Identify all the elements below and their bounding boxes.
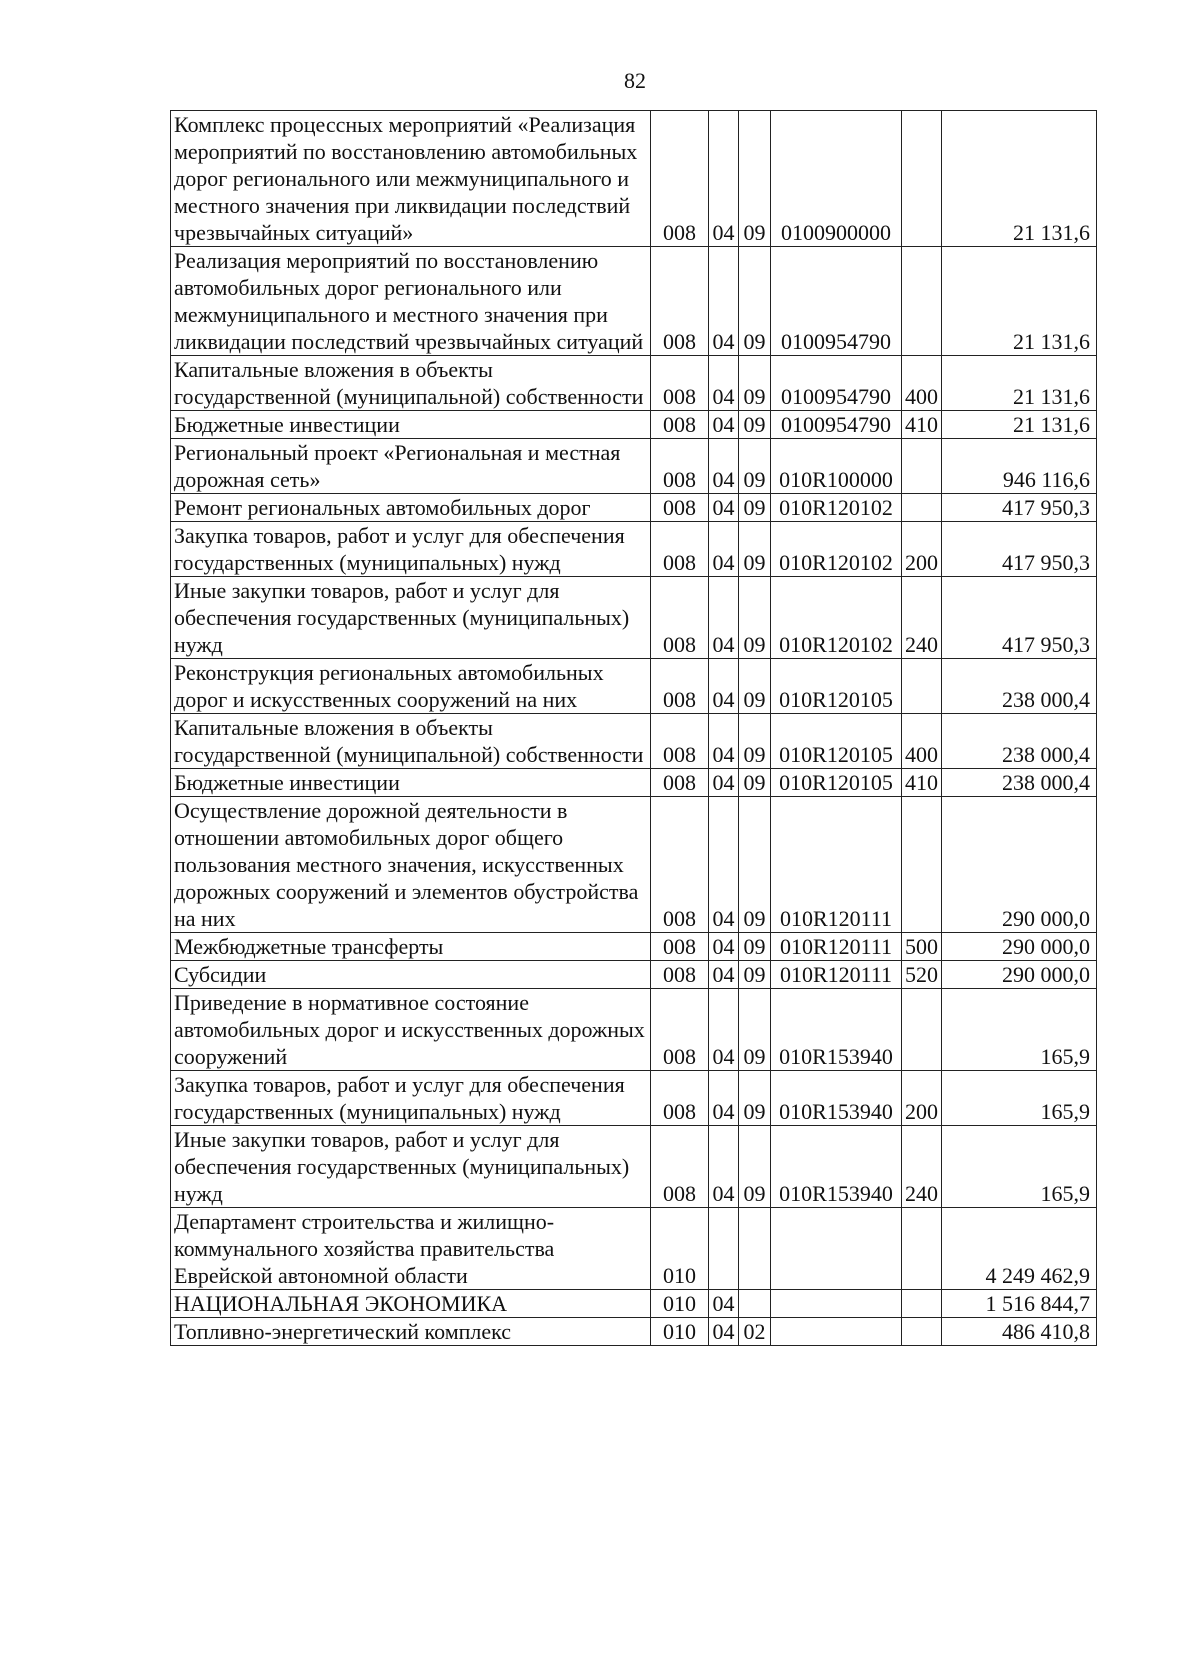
row-name: Капитальные вложения в объекты государственной (муниципальной) собственности [171,714,651,769]
table-row [171,1290,1097,1318]
row-name: Субсидии [171,961,651,989]
budget-table [170,110,1097,1346]
row-amount: 238 000,4 [942,714,1097,769]
row-expense-type-code [902,1208,942,1290]
row-expense-type-code: 240 [902,577,942,659]
row-amount: 290 000,0 [942,961,1097,989]
row-ministry-code: 008 [651,769,709,797]
row-name: НАЦИОНАЛЬНАЯ ЭКОНОМИКА [171,1290,651,1318]
row-ministry-code: 008 [651,989,709,1071]
row-section-code: 04 [709,247,739,356]
row-expense-type-code [902,797,942,933]
table-row [171,1318,1097,1346]
row-amount: 1 516 844,7 [942,1290,1097,1318]
row-ministry-code: 008 [651,411,709,439]
row-expense-type-code [902,111,942,247]
row-name: Региональный проект «Региональная и местная дорожная сеть» [171,439,651,494]
row-subsection-code: 09 [739,411,771,439]
row-target-article-code: 010R120111 [771,961,902,989]
row-section-code: 04 [709,933,739,961]
row-ministry-code: 008 [651,439,709,494]
row-subsection-code: 09 [739,714,771,769]
row-section-code: 04 [709,1318,739,1346]
row-amount: 290 000,0 [942,797,1097,933]
row-expense-type-code [902,439,942,494]
row-section-code: 04 [709,1126,739,1208]
table-row [171,577,1097,659]
row-expense-type-code: 410 [902,411,942,439]
row-name: Иные закупки товаров, работ и услуг для обеспечения государственных (муниципальных) нужд [171,577,651,659]
table-row [171,769,1097,797]
row-amount: 417 950,3 [942,494,1097,522]
row-section-code: 04 [709,989,739,1071]
row-amount: 417 950,3 [942,522,1097,577]
row-subsection-code: 09 [739,659,771,714]
row-subsection-code: 09 [739,577,771,659]
row-ministry-code: 008 [651,797,709,933]
row-ministry-code: 008 [651,111,709,247]
row-subsection-code: 09 [739,247,771,356]
row-section-code: 04 [709,411,739,439]
row-section-code: 04 [709,494,739,522]
table-row [171,1208,1097,1290]
row-ministry-code: 008 [651,247,709,356]
row-expense-type-code [902,1290,942,1318]
row-section-code: 04 [709,1071,739,1126]
row-amount: 21 131,6 [942,356,1097,411]
row-expense-type-code: 240 [902,1126,942,1208]
row-amount: 417 950,3 [942,577,1097,659]
row-section-code: 04 [709,356,739,411]
row-name: Капитальные вложения в объекты государственной (муниципальной) собственности [171,356,651,411]
row-name: Комплекс процессных мероприятий «Реализация мероприятий по восстановлению автомобильных дорог регионального или межмуниципального и местного значения при ликвидации последствий чрезвычайных ситуаций» [171,111,651,247]
row-target-article-code [771,1318,902,1346]
row-amount: 238 000,4 [942,769,1097,797]
row-ministry-code: 008 [651,1071,709,1126]
row-ministry-code: 008 [651,522,709,577]
table-row [171,494,1097,522]
table-row [171,797,1097,933]
row-section-code: 04 [709,797,739,933]
row-amount: 165,9 [942,1071,1097,1126]
row-expense-type-code [902,247,942,356]
row-ministry-code: 010 [651,1208,709,1290]
row-ministry-code: 010 [651,1290,709,1318]
table-row [171,1126,1097,1208]
row-amount: 21 131,6 [942,111,1097,247]
row-expense-type-code: 400 [902,714,942,769]
row-section-code: 04 [709,522,739,577]
row-name: Приведение в нормативное состояние автомобильных дорог и искусственных дорожных сооружений [171,989,651,1071]
row-subsection-code: 09 [739,933,771,961]
row-section-code: 04 [709,1290,739,1318]
row-name: Топливно-энергетический комплекс [171,1318,651,1346]
row-name: Межбюджетные трансферты [171,933,651,961]
row-subsection-code: 09 [739,989,771,1071]
row-target-article-code: 010R120105 [771,659,902,714]
row-name: Ремонт региональных автомобильных дорог [171,494,651,522]
row-target-article-code: 010R120105 [771,714,902,769]
table-row [171,1071,1097,1126]
row-amount: 4 249 462,9 [942,1208,1097,1290]
row-target-article-code: 010R120102 [771,577,902,659]
row-target-article-code: 010R120111 [771,933,902,961]
table-row [171,247,1097,356]
table-row [171,411,1097,439]
row-subsection-code: 09 [739,494,771,522]
row-subsection-code: 09 [739,356,771,411]
row-subsection-code: 09 [739,439,771,494]
row-ministry-code: 008 [651,494,709,522]
table-row [171,522,1097,577]
row-ministry-code: 008 [651,577,709,659]
row-target-article-code [771,1208,902,1290]
row-amount: 165,9 [942,1126,1097,1208]
row-expense-type-code: 200 [902,522,942,577]
row-expense-type-code: 520 [902,961,942,989]
row-name: Закупка товаров, работ и услуг для обеспечения государственных (муниципальных) нужд [171,1071,651,1126]
row-name: Бюджетные инвестиции [171,769,651,797]
table-row [171,989,1097,1071]
row-expense-type-code [902,1318,942,1346]
table-row [171,714,1097,769]
page-number: 82 [624,68,646,93]
row-name: Реализация мероприятий по восстановлению автомобильных дорог регионального или межмуниципального и местного значения при ликвидации последствий чрезвычайных ситуаций [171,247,651,356]
table-row [171,439,1097,494]
row-subsection-code: 09 [739,769,771,797]
row-target-article-code: 0100900000 [771,111,902,247]
row-subsection-code: 09 [739,961,771,989]
row-section-code: 04 [709,439,739,494]
row-subsection-code: 09 [739,522,771,577]
row-amount: 290 000,0 [942,933,1097,961]
row-expense-type-code: 400 [902,356,942,411]
row-section-code: 04 [709,961,739,989]
row-amount: 165,9 [942,989,1097,1071]
table-row [171,111,1097,247]
row-target-article-code: 010R100000 [771,439,902,494]
row-target-article-code: 010R153940 [771,1126,902,1208]
row-ministry-code: 010 [651,1318,709,1346]
row-subsection-code [739,1208,771,1290]
row-target-article-code [771,1290,902,1318]
row-subsection-code: 02 [739,1318,771,1346]
row-expense-type-code: 500 [902,933,942,961]
row-expense-type-code: 410 [902,769,942,797]
row-subsection-code: 09 [739,1071,771,1126]
row-subsection-code: 09 [739,797,771,933]
row-target-article-code: 0100954790 [771,411,902,439]
row-name: Закупка товаров, работ и услуг для обеспечения государственных (муниципальных) нужд [171,522,651,577]
row-amount: 21 131,6 [942,411,1097,439]
row-section-code: 04 [709,111,739,247]
row-ministry-code: 008 [651,356,709,411]
row-target-article-code: 010R120102 [771,522,902,577]
table-row [171,961,1097,989]
row-ministry-code: 008 [651,714,709,769]
table-row [171,659,1097,714]
row-section-code: 04 [709,714,739,769]
row-target-article-code: 010R120105 [771,769,902,797]
row-expense-type-code [902,989,942,1071]
row-section-code: 04 [709,769,739,797]
row-amount: 238 000,4 [942,659,1097,714]
budget-table-body [171,111,1097,1346]
row-amount: 21 131,6 [942,247,1097,356]
row-amount: 946 116,6 [942,439,1097,494]
row-name: Иные закупки товаров, работ и услуг для обеспечения государственных (муниципальных) нужд [171,1126,651,1208]
row-name: Реконструкция региональных автомобильных дорог и искусственных сооружений на них [171,659,651,714]
row-ministry-code: 008 [651,1126,709,1208]
row-subsection-code [739,1290,771,1318]
row-target-article-code: 010R153940 [771,989,902,1071]
row-target-article-code: 0100954790 [771,356,902,411]
row-expense-type-code [902,659,942,714]
row-section-code [709,1208,739,1290]
row-section-code: 04 [709,659,739,714]
row-name: Департамент строительства и жилищно-коммунального хозяйства правительства Еврейской автономной области [171,1208,651,1290]
row-name: Осуществление дорожной деятельности в отношении автомобильных дорог общего пользования местного значения, искусственных дорожных сооружений и элементов обустройства на них [171,797,651,933]
row-target-article-code: 010R153940 [771,1071,902,1126]
row-subsection-code: 09 [739,1126,771,1208]
row-section-code: 04 [709,577,739,659]
row-target-article-code: 0100954790 [771,247,902,356]
row-amount: 486 410,8 [942,1318,1097,1346]
row-expense-type-code: 200 [902,1071,942,1126]
row-target-article-code: 010R120102 [771,494,902,522]
row-expense-type-code [902,494,942,522]
table-row [171,356,1097,411]
row-ministry-code: 008 [651,933,709,961]
table-row [171,933,1097,961]
row-name: Бюджетные инвестиции [171,411,651,439]
row-ministry-code: 008 [651,961,709,989]
row-subsection-code: 09 [739,111,771,247]
row-ministry-code: 008 [651,659,709,714]
row-target-article-code: 010R120111 [771,797,902,933]
